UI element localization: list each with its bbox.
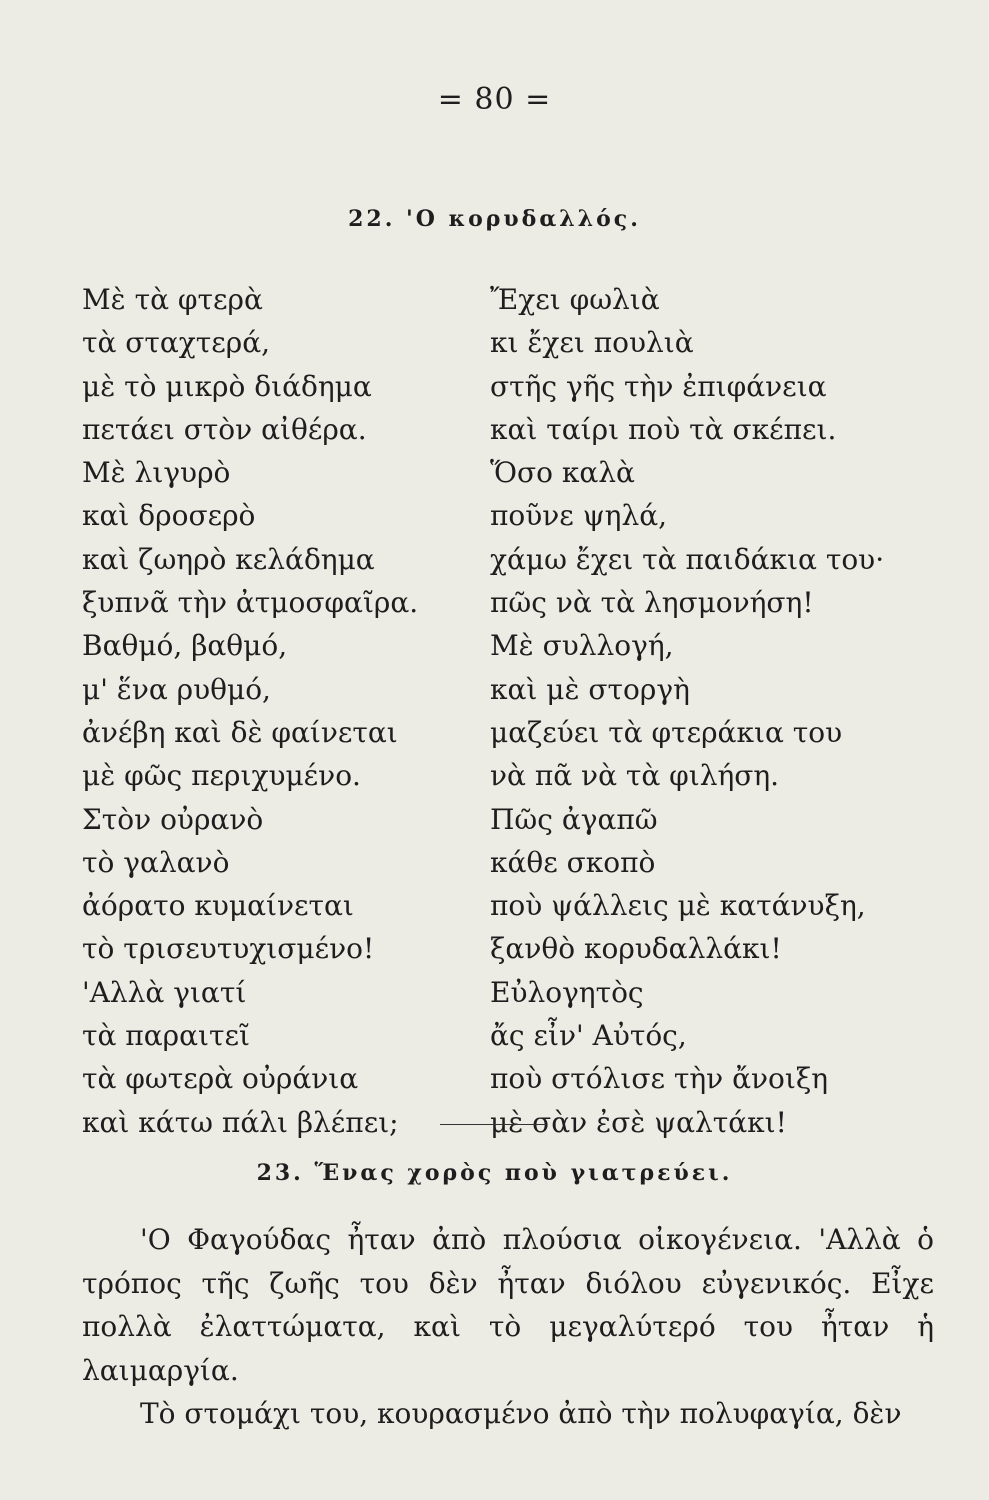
poem-line: καὶ ταίρι ποὺ τὰ σκέπει. bbox=[490, 412, 837, 446]
poem-line: στῆς γῆς τὴν ἐπιφάνεια bbox=[490, 369, 827, 403]
poem-line: καὶ δροσερὸ bbox=[82, 499, 256, 533]
poem-line: Βαθμό, βαθμό, bbox=[82, 629, 288, 663]
story-text bbox=[82, 1218, 934, 1436]
poem-line: Ἔχει φωλιὰ bbox=[490, 283, 660, 316]
poem-line: μὲ σὰν ἐσὲ ψαλτάκι! bbox=[490, 1105, 787, 1139]
poem-line: Ὅσο καλὰ bbox=[490, 456, 635, 490]
poem-line: νὰ πᾶ νὰ τὰ φιλήση. bbox=[490, 759, 780, 793]
poem-line: Μὲ λιγυρὸ bbox=[82, 456, 231, 490]
poem-line: καὶ ζωηρὸ κελάδημα bbox=[82, 542, 375, 576]
page-number: = 80 = bbox=[437, 82, 552, 117]
poem-title: 22. 'Ο κορυδαλλός. bbox=[348, 206, 641, 232]
poem-right-column bbox=[490, 278, 884, 1144]
poem-line: ἀόρατο κυμαίνεται bbox=[82, 889, 354, 923]
poem-line: ἀνέβη καὶ δὲ φαίνεται bbox=[82, 715, 398, 749]
poem-line: μαζεύει τὰ φτεράκια του bbox=[490, 715, 843, 749]
poem-line: Πῶς ἀγαπῶ bbox=[490, 802, 658, 836]
poem-line: καὶ κάτω πάλι βλέπει; bbox=[82, 1105, 399, 1139]
poem-line: 'Αλλὰ γιατί bbox=[82, 975, 247, 1009]
poem-line: Μὲ τὰ φτερὰ bbox=[82, 283, 263, 316]
poem-line: μὲ τὸ μικρὸ διάδημα bbox=[82, 369, 372, 403]
story-paragraph: 'Ο Φαγούδας ἦταν ἀπὸ πλούσια οἰκογένεια. 'Αλλὰ ὁ τρόπος τῆς ζωῆς του δὲν ἦταν διόλου εὐγενικός. Εἶχε πολλὰ ἐλαττώματα, καὶ τὸ μεγαλύτερό του ἦταν ἡ λαιμαργία. bbox=[82, 1223, 934, 1387]
poem-left-column bbox=[82, 278, 418, 1144]
poem-line: μ' ἕνα ρυθμό, bbox=[82, 672, 271, 706]
poem-line: Εὐλογητὸς bbox=[490, 975, 644, 1009]
section-divider bbox=[440, 1124, 546, 1125]
poem-line: μὲ φῶς περιχυμένο. bbox=[82, 759, 361, 793]
poem-line: Μὲ συλλογή, bbox=[490, 629, 674, 663]
poem-line: ποὺ ψάλλεις μὲ κατάνυξη, bbox=[490, 889, 866, 923]
poem-line: ξυπνᾶ τὴν ἀτμοσφαῖρα. bbox=[82, 586, 419, 620]
poem-line: τὰ παραιτεῖ bbox=[82, 1019, 250, 1053]
poem-line: χάμω ἔχει τὰ παιδάκια του· bbox=[490, 542, 885, 576]
poem-line: τὸ τρισευτυχισμένο! bbox=[82, 932, 375, 966]
poem-line: ποὺ στόλισε τὴν ἄνοιξη bbox=[490, 1062, 829, 1096]
poem-line: τὸ γαλανὸ bbox=[82, 845, 230, 879]
story-title: 23. Ἕνας χορὸς ποὺ γιατρεύει. bbox=[256, 1160, 733, 1186]
poem-line: ξανθὸ κορυδαλλάκι! bbox=[490, 932, 782, 966]
poem-line: καὶ μὲ στοργὴ bbox=[490, 672, 690, 706]
poem-line: κάθε σκοπὸ bbox=[490, 845, 656, 879]
story-paragraph: Τὸ στομάχι του, κουρασμένο ἀπὸ τὴν πολυφαγία, δὲν bbox=[140, 1397, 902, 1430]
poem-line: Στὸν οὐρανὸ bbox=[82, 802, 264, 836]
poem-line: ποῦνε ψηλά, bbox=[490, 499, 667, 533]
poem-line: κι ἔχει πουλιὰ bbox=[490, 326, 694, 360]
poem-line: πῶς νὰ τὰ λησμονήση! bbox=[490, 586, 814, 620]
poem-line: τὰ σταχτερά, bbox=[82, 326, 271, 360]
poem-line: τὰ φωτερὰ οὐράνια bbox=[82, 1062, 359, 1096]
poem-line: ἄς εἶν' Αὐτός, bbox=[490, 1019, 687, 1053]
poem-line: πετάει στὸν αἰθέρα. bbox=[82, 412, 367, 446]
